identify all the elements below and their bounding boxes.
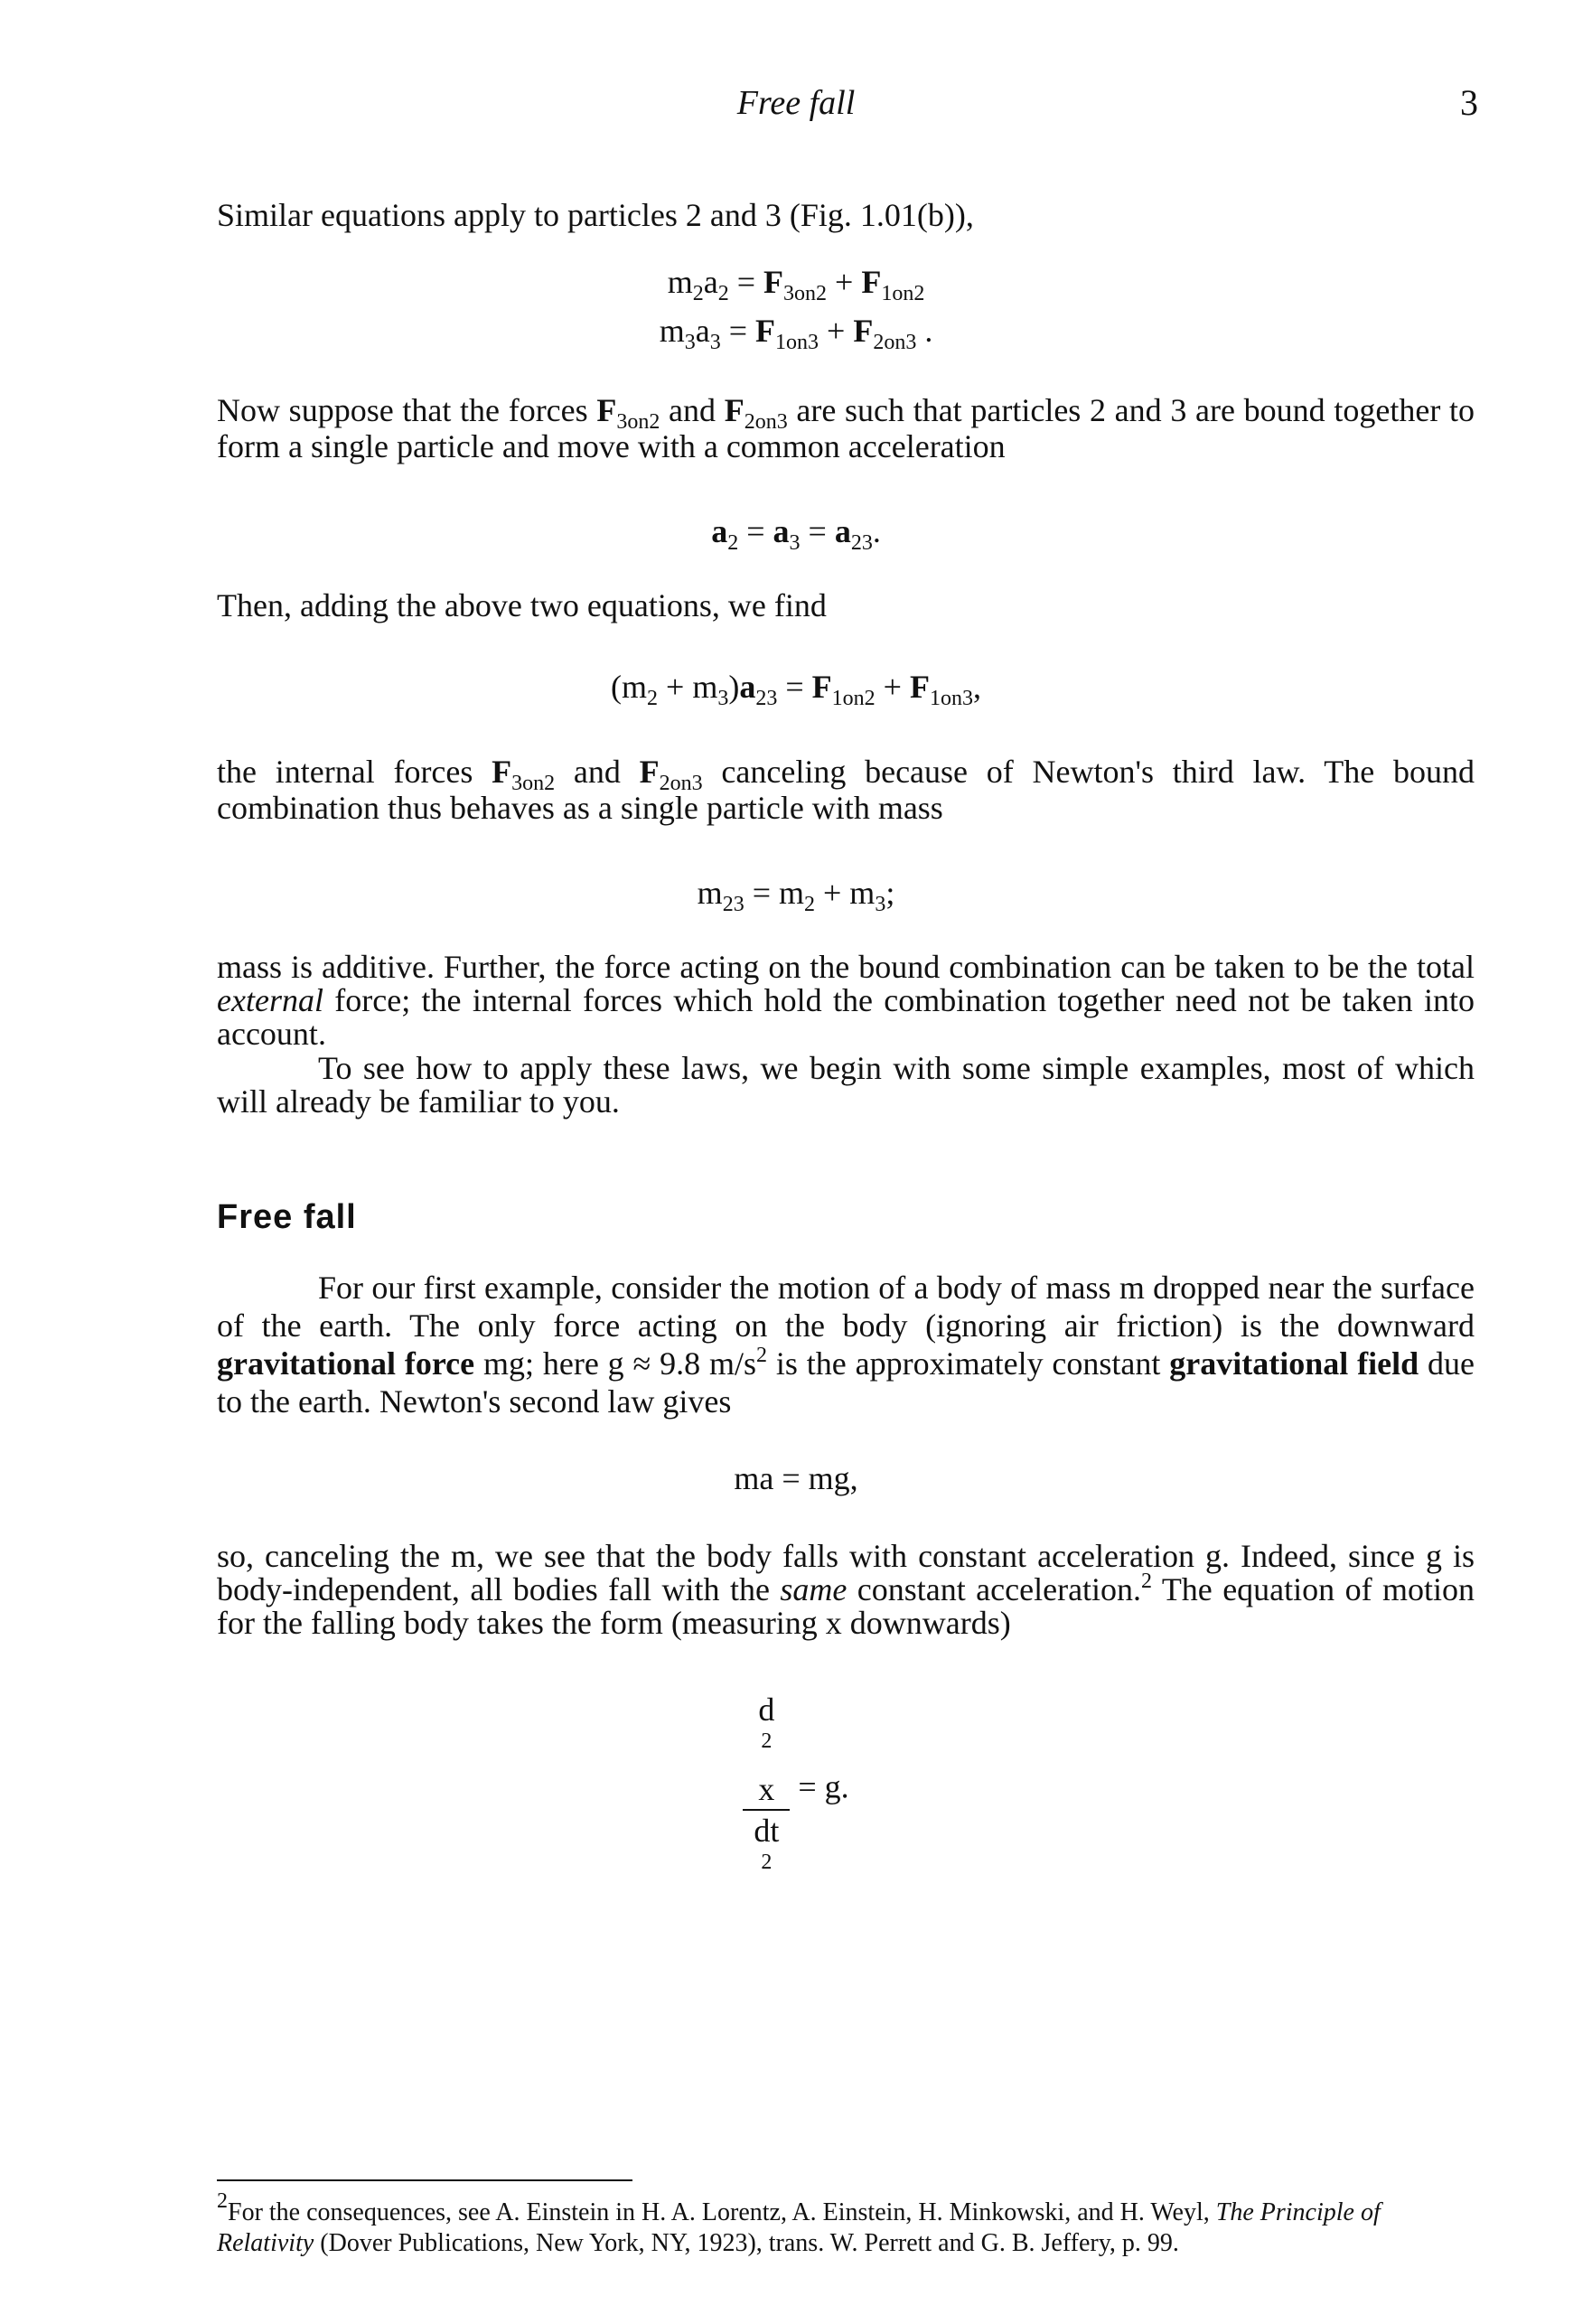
equation-particle-3: $m_3a_3 = F_{1on3} + F_{2on3}$ . [659,313,933,354]
paragraph-constant-acceleration: so, canceling the m, we see that the body falls with constant acceleration g. Indeed, since g is body-independent, all bodies fall with the same constant acceleration.$^2$ The equation of motion for the falling body takes the form (measuring x downwards) [217,1538,1475,1641]
paragraph-mass-additive: mass is additive. Further, the force acting on the bound combination can be taken to be the total external force; the internal forces which hold the combination together need not be taken into account. [217,949,1475,1052]
footnote-rule [217,2179,632,2181]
running-title: Free fall [736,84,856,122]
fraction [743,1690,790,1890]
equation-combined: $(m_2 + m_3)a_{23} = F_{1on2} + F_{1on3}$, [611,669,981,710]
equation-particle-2: $m_2a_2 = F_{3on2} + F_{1on2}$ [667,264,925,305]
paragraph-adding: Then, adding the above two equations, we find [217,587,827,623]
paragraph-free-fall: For our first example, consider the motion of a body of mass m dropped near the surface of the earth. The only force acting on the body (ignoring air friction) is the downward gravitational force mg; here g ≈ 9.8 $m/s^2$ is the approximately constant gravitational field due to the earth. Newton's second law gives [217,1270,1475,1420]
equation-motion: d $^2$ x dt $^2$ = g. [0,1690,1592,1890]
footnote: $^2$For the consequences, see A. Einstein in H. A. Lorentz, A. Einstein, H. Minkowski, and H. Weyl, The Principle of Relativity (Dover Publications, New York, NY, 1923), trans. W. Perrett and G. B. Jeffery, p. 99. [217,2189,1381,2257]
footnote-marker: 2 [1141,1570,1153,1593]
paragraph-examples: To see how to apply these laws, we begin with some simple examples, most of which will already be familiar to you. [217,1050,1475,1120]
paragraph-internal-forces: the internal forces $F_{3on2}$ and $F_{2on3}$ canceling because of Newton's third law. The bound combination thus behaves as a single particle with mass [217,754,1475,826]
fraction-denominator: dt $^2$ [754,1813,780,1874]
equation-mass-sum: $m_{23} = m_2 + m_3$; [697,875,895,916]
page-number: 3 [1460,82,1478,123]
equation-newton-second-law: ma = mg, [734,1460,858,1496]
equation-common-acceleration: $a_2 = a_3 = a_{23}$. [711,513,881,555]
paragraph-bound-particles: Now suppose that the forces $F_{3on2}$ and $F_{2on3}$ are such that particles 2 and 3 are bound together to form a single particle and move with a common acceleration [217,392,1475,464]
section-heading: Free fall [217,1198,357,1236]
paragraph-intro: Similar equations apply to particles 2 and 3 (Fig. 1.01(b)), [217,197,974,233]
fraction-numerator: d $^2$ x [743,1690,790,1811]
